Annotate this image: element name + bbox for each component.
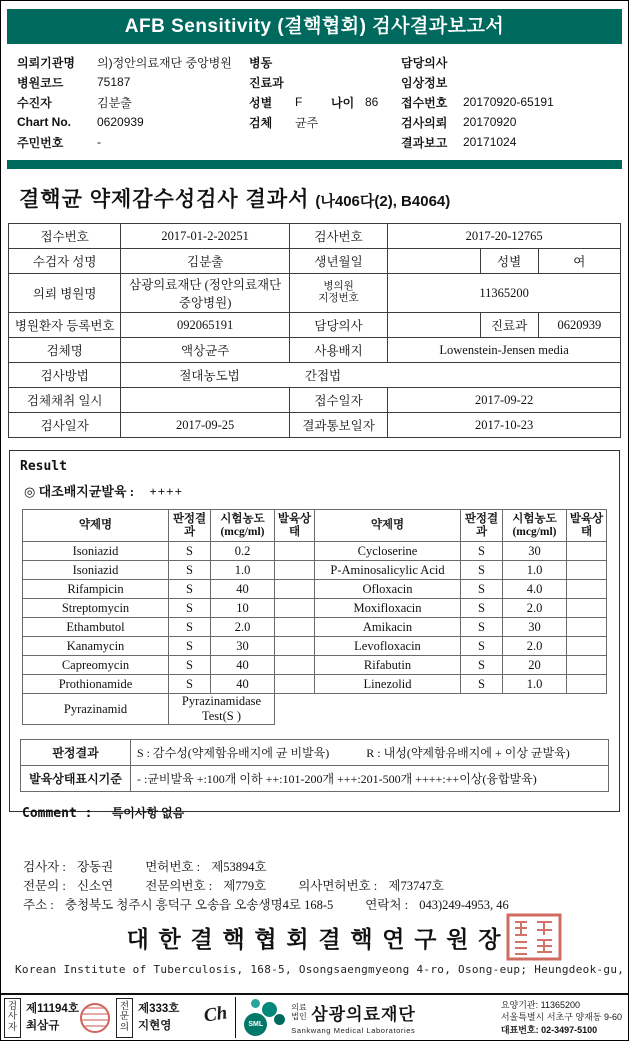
comment-value: 특이사항 없음 [111, 806, 185, 820]
legend-judgement-row [21, 740, 609, 766]
drug-result: S [461, 675, 503, 694]
cell-label: 결과통보일자 [289, 413, 387, 438]
signature-item [145, 857, 266, 875]
drug-name: Prothionamide [23, 675, 169, 694]
info-row [17, 72, 401, 92]
info-label: 의뢰기관명 [17, 55, 75, 70]
drug-concentration: 1.0 [211, 561, 275, 580]
drug-name: Ethambutol [23, 618, 169, 637]
table-row [9, 413, 621, 438]
examiner-line [23, 856, 628, 875]
control-growth-line [20, 481, 609, 500]
signature-item [365, 895, 509, 913]
drug-growth [567, 675, 607, 694]
cell-value: 2017-20-12765 [388, 224, 621, 249]
info-label: 수진자 [17, 95, 52, 110]
info-row [17, 52, 401, 72]
drug-name: Moxifloxacin [315, 599, 461, 618]
report-title: 결핵균 약제감수성검사 결과서 [19, 188, 310, 211]
logo-circle [251, 999, 260, 1008]
drug-name: Isoniazid [23, 561, 169, 580]
cell-value: 2017-01-2-20251 [121, 224, 290, 249]
signature-label: 연락처 : [365, 897, 409, 912]
result-label: Result [20, 459, 67, 474]
footer [1, 993, 628, 1040]
cell-value: 0620939 [538, 313, 620, 338]
cell-value: 액상균주 [121, 338, 290, 363]
drug-concentration: 20 [503, 656, 567, 675]
col-header-drug: 약제명 [23, 510, 169, 542]
cell-label: 담당의사 [289, 313, 387, 338]
cell-label: 생년월일 [289, 249, 387, 274]
drug-row [23, 656, 315, 675]
drug-concentration: 2.0 [503, 599, 567, 618]
info-label: 검체 [249, 115, 273, 130]
org-name: 삼광의료재단 [311, 1005, 416, 1024]
signature-label: 주소 : [23, 897, 54, 912]
drug-name: Amikacin [315, 618, 461, 637]
cell-label-line: 지정번호 [318, 293, 359, 304]
table-row [9, 388, 621, 413]
info-row [401, 92, 606, 112]
drug-name: Rifampicin [23, 580, 169, 599]
info-value: 의)정안의료재단 중앙병원 [97, 55, 232, 70]
drug-concentration: 2.0 [503, 637, 567, 656]
cell-label-line: 병의원 [323, 281, 354, 293]
empty-cell [275, 694, 315, 725]
drug-result: S [169, 675, 211, 694]
table-row [9, 338, 621, 363]
drug-result: S [461, 542, 503, 561]
drug-growth [275, 580, 315, 599]
info-row [401, 112, 606, 132]
cell-value: 김분출 [121, 249, 290, 274]
comment-line [20, 804, 609, 821]
info-label: 결과보고 [401, 135, 448, 150]
drug-row-pyrazinamid [23, 694, 315, 725]
col-header-drug: 약제명 [315, 510, 461, 542]
signature-item [23, 876, 113, 894]
cell-label: 검체명 [9, 338, 121, 363]
address-line [23, 894, 628, 913]
drug-name: Isoniazid [23, 542, 169, 561]
drug-result: S [169, 580, 211, 599]
info-row [401, 72, 606, 92]
table-row [9, 274, 621, 313]
drug-growth [567, 561, 607, 580]
cell-label: 진료과 [480, 313, 538, 338]
cell-value [388, 249, 480, 274]
col-header-result: 판정결과 [169, 510, 211, 542]
info-row [401, 132, 606, 152]
drug-row [23, 561, 315, 580]
drug-growth [567, 637, 607, 656]
specialist-line [23, 875, 628, 894]
drug-row [23, 542, 315, 561]
info-value: 김분출 [97, 95, 132, 110]
patient-info-right [401, 52, 606, 152]
drug-result: S [169, 656, 211, 675]
cell-value [388, 313, 480, 338]
logo-circle-main [244, 1013, 267, 1036]
drug-name: Linezolid [315, 675, 461, 694]
signature-value: 신소연 [76, 878, 114, 893]
legend-sensitive: S : 감수성(약제함유배지에 균 비발육) [137, 746, 330, 760]
drug-result: S [461, 599, 503, 618]
drug-tables [20, 509, 609, 725]
col-header-growth: 발육상태 [567, 510, 607, 542]
cell-label: 접수일자 [289, 388, 387, 413]
drug-result: S [461, 580, 503, 599]
legend-table [20, 739, 609, 792]
drug-growth [275, 618, 315, 637]
cell-label: 검사번호 [289, 224, 387, 249]
col-header-result: 판정결과 [461, 510, 503, 542]
col-header-concentration: 시험농도 (mcg/ml) [503, 510, 567, 542]
drug-row [315, 675, 607, 694]
examiner-seal-icon [80, 1003, 110, 1033]
drug-growth [567, 580, 607, 599]
cell-value: Lowenstein-Jensen media [388, 338, 621, 363]
signature-item [298, 876, 444, 894]
cell-label: 접수번호 [9, 224, 121, 249]
info-row [17, 92, 401, 112]
drug-row [315, 580, 607, 599]
header-row [23, 510, 315, 542]
drug-name: Kanamycin [23, 637, 169, 656]
institute-address-en: Korean Institute of Tuberculosis, 168-5, Osongsaengmyeong 4-ro, Osong-eup; Heungdeok-gu, [15, 963, 625, 976]
drug-row [23, 637, 315, 656]
drug-growth [275, 675, 315, 694]
drug-growth [567, 599, 607, 618]
drug-name: Capreomycin [23, 656, 169, 675]
drug-row [23, 675, 315, 694]
institute-block [1, 921, 628, 954]
org-contact [501, 999, 624, 1035]
drug-name: Pyrazinamid [23, 694, 169, 725]
sml-logo-icon [244, 999, 286, 1037]
logo-text: SML [248, 1020, 264, 1028]
drug-growth [275, 599, 315, 618]
cell-value: 여 [538, 249, 620, 274]
info-label: 접수번호 [401, 95, 448, 110]
result-section [9, 450, 620, 821]
report-banner [7, 9, 622, 44]
info-label: 진료과 [249, 75, 284, 90]
table-row [9, 363, 621, 388]
signature-label: 면허번호 : [145, 859, 201, 874]
drug-concentration: 30 [503, 618, 567, 637]
drug-concentration: 10 [211, 599, 275, 618]
cell-value: 2017-09-25 [121, 413, 290, 438]
org-name-en: Sankwang Medical Laboratories [291, 1026, 416, 1035]
info-value: 균주 [295, 115, 319, 130]
drug-concentration: 1.0 [503, 561, 567, 580]
info-label: 주민번호 [17, 135, 64, 150]
signature-label: 전문의번호 : [145, 878, 213, 893]
examiner-name: 최삼규 [26, 1019, 60, 1032]
legend-text: - :균비발육 +:100개 이하 ++:101-200개 +++:201-500개 ++++:++이상(융합발육) [131, 766, 609, 792]
cell-label: 검체채취 일시 [9, 388, 121, 413]
institute-title: 대 한 결 핵 협 회 결 핵 연 구 원 장 [126, 927, 503, 952]
cell-label: 의뢰 병원명 [9, 274, 121, 313]
drug-concentration: 1.0 [503, 675, 567, 694]
footer-divider [235, 997, 236, 1038]
info-row [17, 132, 401, 152]
summary-table [8, 223, 621, 438]
drug-result: S [461, 561, 503, 580]
cell-label: 병원환자 등록번호 [9, 313, 121, 338]
specialist-role-label: 전문의 [116, 998, 133, 1038]
info-row [17, 112, 401, 132]
examiner-role-label: 검사자 [4, 998, 21, 1038]
signature-item [145, 876, 266, 894]
drug-result: S [169, 637, 211, 656]
drug-growth [275, 542, 315, 561]
info-value: - [97, 135, 101, 149]
drug-name: Streptomycin [23, 599, 169, 618]
drug-row [315, 656, 607, 675]
legend-label: 판정결과 [21, 740, 131, 766]
method-value: 절대농도법 [179, 369, 240, 383]
cell-value [121, 363, 621, 388]
cell-value: 삼광의료재단 (정안의료재단중앙병원) [121, 274, 290, 313]
logo-circle [274, 1014, 285, 1025]
drug-concentration: 0.2 [211, 542, 275, 561]
specialist-name: 지현영 [138, 1019, 172, 1032]
cell-value [121, 388, 290, 413]
col-header-concentration: 시험농도 (mcg/ml) [211, 510, 275, 542]
info-label: 검사의뢰 [401, 115, 448, 130]
info-label: 임상정보 [401, 75, 448, 90]
teal-divider [7, 160, 622, 169]
comment-label: Comment : [22, 806, 93, 821]
drug-test-value: Pyrazinamidase Test(S ) [169, 694, 275, 725]
drug-name: Rifabutin [315, 656, 461, 675]
org-block [291, 1000, 416, 1035]
legend-text [131, 740, 609, 766]
info-value: 0620939 [97, 115, 144, 129]
signature-value: 제779호 [223, 878, 267, 893]
signature-value: 043)249-4953, 46 [419, 897, 509, 912]
drug-row [315, 637, 607, 656]
drug-growth [567, 656, 607, 675]
signature-label: 검사자 : [23, 859, 66, 874]
drug-growth [275, 561, 315, 580]
drug-row [315, 618, 607, 637]
cell-value: 11365200 [388, 274, 621, 313]
info-label: 담당의사 [401, 55, 448, 70]
drug-result: S [461, 656, 503, 675]
banner-title: AFB Sensitivity (결핵협회) 검사결과보고서 [124, 16, 505, 37]
legend-growth-row [21, 766, 609, 792]
drug-table-left [22, 509, 315, 725]
col-header-growth: 발육상태 [275, 510, 315, 542]
signature-value: 제73747호 [388, 878, 444, 893]
control-growth-value: ++++ [149, 484, 183, 499]
drug-result: S [461, 618, 503, 637]
drug-growth [275, 637, 315, 656]
care-org-no: 요양기관: 11365200 [500, 1000, 580, 1011]
drug-growth [567, 618, 607, 637]
drug-result: S [169, 618, 211, 637]
info-value: 20170920 [463, 115, 517, 129]
drug-concentration: 40 [211, 656, 275, 675]
cell-value: 2017-09-22 [388, 388, 621, 413]
table-row [9, 249, 621, 274]
drug-name: Levofloxacin [315, 637, 461, 656]
drug-row [23, 599, 315, 618]
report-title-code: (나406다(2), B4064) [315, 193, 451, 210]
logo-circle [262, 1002, 277, 1017]
specialist-license-no: 제333호 [138, 1002, 180, 1015]
info-value: F [295, 95, 303, 109]
header-row [315, 510, 607, 542]
info-label: 나이 [331, 95, 355, 110]
info-value: 86 [365, 95, 379, 109]
cell-label: 수검자 성명 [9, 249, 121, 274]
control-growth-label: ◎ 대조배지균발육 : [24, 484, 135, 499]
org-address: 서울특별시 서초구 양재동 9-60 [500, 1012, 622, 1023]
drug-concentration: 40 [211, 580, 275, 599]
table-row [9, 313, 621, 338]
specialist-signature-mark: Ch [202, 1001, 229, 1027]
report-title-row [1, 169, 628, 213]
cell-value: 2017-10-23 [388, 413, 621, 438]
info-label: 병원코드 [17, 75, 64, 90]
info-label: Chart No. [17, 115, 71, 129]
cell-label: 사용배지 [289, 338, 387, 363]
table-row [9, 224, 621, 249]
legend-label: 발육상태표시기준 [21, 766, 131, 792]
legend-resistant: R : 내성(약제함유배지에 + 이상 균발육) [366, 746, 570, 760]
org-phone: 대표번호: 02-3497-5100 [500, 1024, 598, 1035]
drug-name: Ofloxacin [315, 580, 461, 599]
org-type: 의료법인 [291, 1002, 307, 1021]
signature-value: 충청북도 청주시 흥덕구 오송읍 오송생명4로 168-5 [64, 897, 334, 912]
info-label: 성별 [249, 95, 273, 110]
drug-result: S [169, 542, 211, 561]
info-value: 75187 [97, 75, 131, 89]
drug-name: Cycloserine [315, 542, 461, 561]
examiner-license-no: 제11194호 [26, 1002, 79, 1015]
drug-name: P-Aminosalicylic Acid [315, 561, 461, 580]
drug-row [23, 580, 315, 599]
patient-info-header [1, 44, 628, 152]
drug-growth [567, 542, 607, 561]
cell-label: 검사일자 [9, 413, 121, 438]
signature-label: 전문의 : [23, 878, 66, 893]
drug-row [23, 618, 315, 637]
director-seal-stamp-icon [506, 913, 562, 966]
drug-result: S [169, 599, 211, 618]
signature-label: 의사면허번호 : [298, 878, 378, 893]
drug-concentration: 40 [211, 675, 275, 694]
info-row [401, 52, 606, 72]
signature-section [23, 856, 628, 913]
patient-info-left [17, 52, 401, 152]
drug-table-right [314, 509, 607, 694]
cell-label: 검사방법 [9, 363, 121, 388]
drug-concentration: 30 [211, 637, 275, 656]
signature-value: 제53894호 [211, 859, 267, 874]
signature-value: 장동권 [76, 859, 114, 874]
drug-concentration: 4.0 [503, 580, 567, 599]
drug-result: S [169, 561, 211, 580]
info-label: 병동 [249, 55, 273, 70]
info-value: 20170920-65191 [463, 95, 554, 109]
drug-result: S [461, 637, 503, 656]
specialist-block [138, 1001, 204, 1034]
signature-item [23, 857, 113, 875]
drug-row [315, 599, 607, 618]
info-value: 20171024 [463, 135, 517, 149]
drug-row [315, 561, 607, 580]
drug-growth [275, 656, 315, 675]
cell-value: 092065191 [121, 313, 290, 338]
cell-label [289, 274, 387, 313]
drug-row [315, 542, 607, 561]
signature-item [23, 895, 333, 913]
method-value-2: 간접법 [304, 369, 342, 383]
drug-concentration: 30 [503, 542, 567, 561]
cell-label: 성별 [480, 249, 538, 274]
drug-concentration: 2.0 [211, 618, 275, 637]
